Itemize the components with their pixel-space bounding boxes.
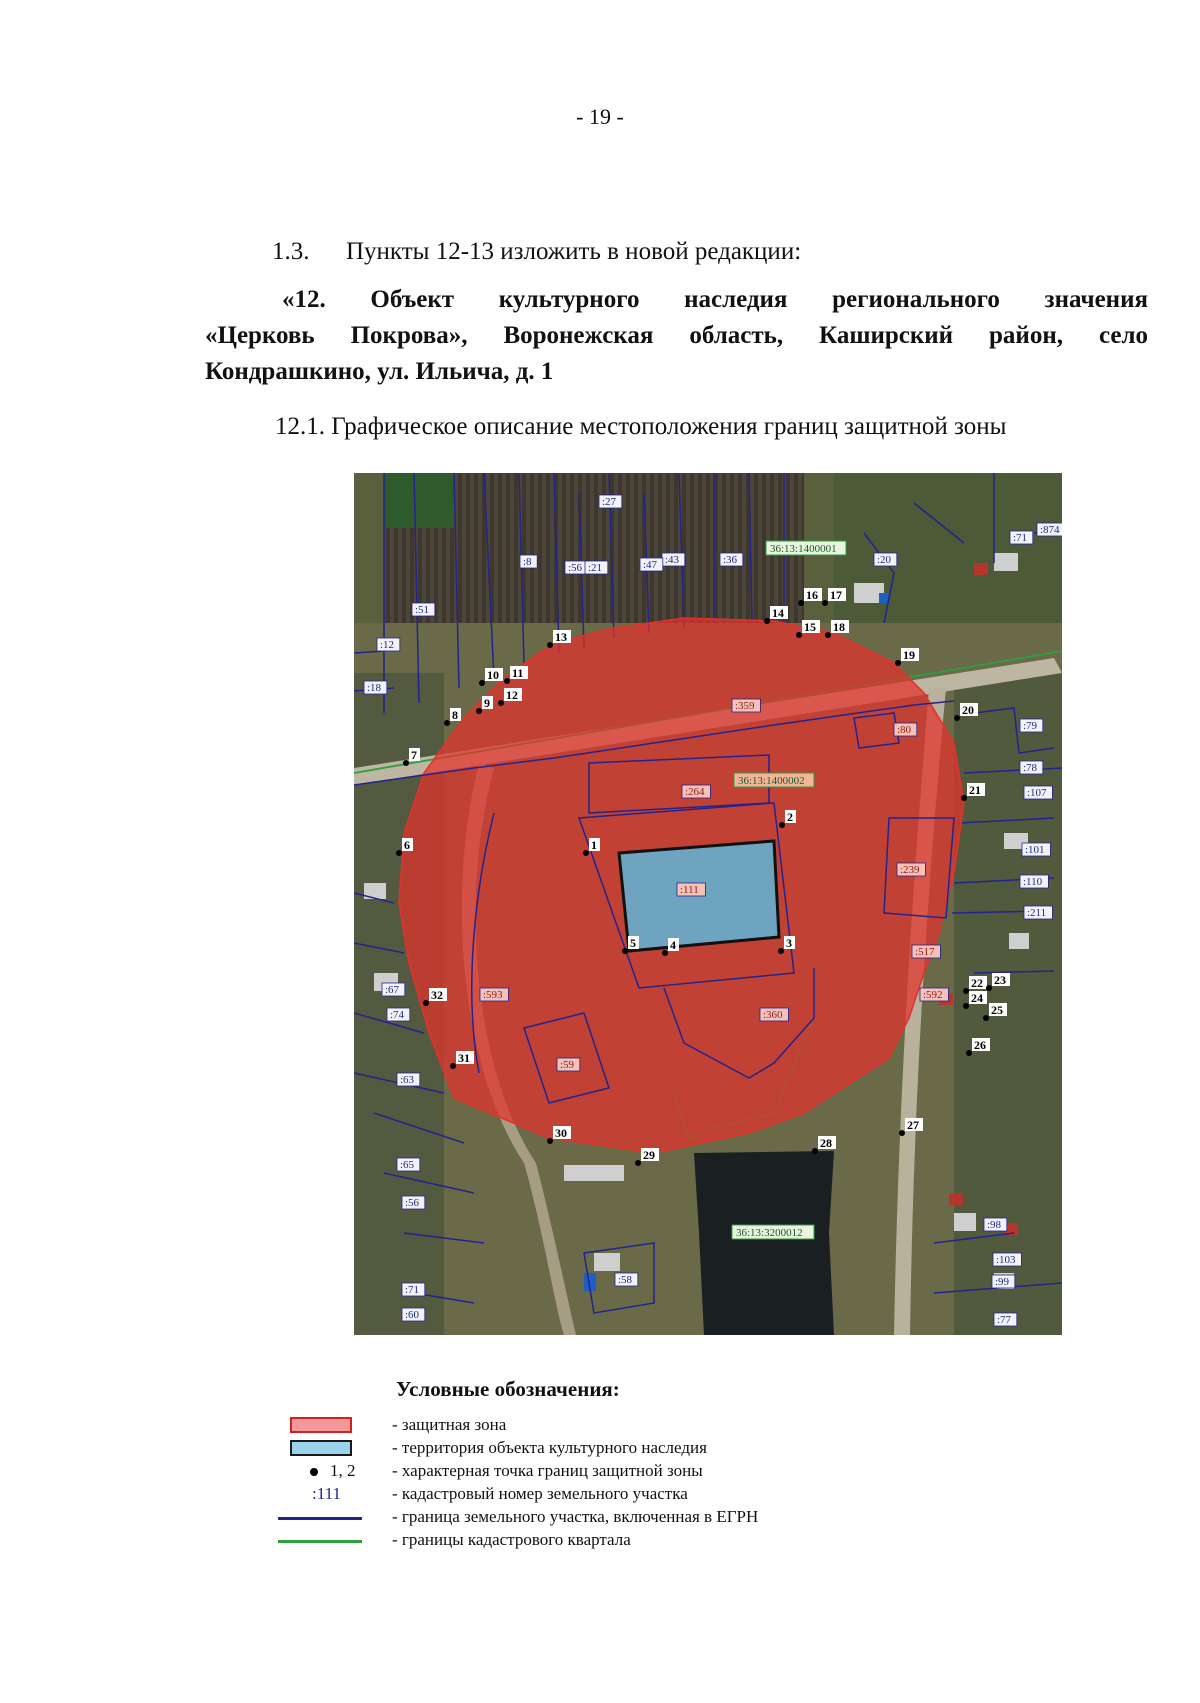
boundary-point-number: 18 <box>833 620 845 634</box>
boundary-point-number: 23 <box>994 973 1006 987</box>
parcel-label: :239 <box>900 864 920 876</box>
parcel-label: :99 <box>995 1276 1010 1288</box>
parcel-label: :211 <box>1027 907 1047 919</box>
boundary-point-number: 14 <box>772 606 784 620</box>
boundary-point-number: 3 <box>786 936 792 950</box>
parcel-label: :77 <box>997 1314 1012 1326</box>
boundary-point <box>547 1138 553 1144</box>
boundary-point-number: 8 <box>452 708 458 722</box>
boundary-point <box>778 948 784 954</box>
boundary-point <box>423 1000 429 1006</box>
boundary-point-number: 32 <box>431 988 443 1002</box>
cadastral-symbol-text: :111 <box>312 1484 341 1503</box>
boundary-point-number: 10 <box>487 668 499 682</box>
boundary-point-number: 24 <box>971 991 983 1005</box>
parcel-label: :264 <box>685 786 705 798</box>
legend-item-zone <box>270 1415 970 1437</box>
legend-text: - кадастровый номер земельного участка <box>392 1484 688 1503</box>
parcel-label: :65 <box>400 1159 415 1171</box>
legend-item-cadastral <box>270 1484 970 1506</box>
parcel-label: :8 <box>523 556 532 568</box>
parcel-label: :21 <box>588 562 603 574</box>
parcel-label: :56 <box>405 1197 420 1209</box>
boundary-point-number: 25 <box>991 1003 1003 1017</box>
point-symbol-text: 1, 2 <box>330 1461 356 1480</box>
parcel-label: :111 <box>680 884 699 896</box>
boundary-point <box>450 1063 456 1069</box>
boundary-point-number: 30 <box>555 1126 567 1140</box>
legend-item-parcel-line <box>270 1507 970 1529</box>
boundary-point-number: 27 <box>907 1118 919 1132</box>
parcel-label: :71 <box>405 1284 420 1296</box>
boundary-point <box>583 850 589 856</box>
green-patch <box>384 473 454 528</box>
parcel-label: :110 <box>1023 876 1043 888</box>
boundary-point <box>796 632 802 638</box>
boundary-point <box>504 678 510 684</box>
boundary-point <box>963 1003 969 1009</box>
parcel-label: :51 <box>415 604 430 616</box>
boundary-point-number: 2 <box>787 810 793 824</box>
parcel-label: :47 <box>643 559 658 571</box>
boundary-point <box>822 600 828 606</box>
parcel-label: :593 <box>483 989 503 1001</box>
quarter-label: 36:13:1400001 <box>770 543 837 555</box>
boundary-point-number: 19 <box>903 648 915 662</box>
boundary-point-number: 6 <box>404 838 410 852</box>
parcel-label: :360 <box>763 1009 783 1021</box>
parcel-label: :107 <box>1027 787 1047 799</box>
item-1-3-text: Пункты 12-13 изложить в новой редакции: <box>346 238 802 265</box>
page-number: - 19 - <box>576 104 624 129</box>
parcel-line-swatch <box>278 1517 362 1520</box>
parcel-label: :517 <box>915 946 935 958</box>
parcel-label: :78 <box>1023 762 1038 774</box>
parcel-label: :79 <box>1023 720 1038 732</box>
heading-line-2: «Церковь Покрова», Воронежская область, Каширский район, село <box>205 322 1148 349</box>
point-icon <box>310 1468 318 1476</box>
legend-text: - граница земельного участка, включенная в ЕГРН <box>392 1507 759 1526</box>
legend-item-quarter-line <box>270 1530 970 1552</box>
heading-line-1: «12. Объект культурного наследия регионального значения <box>282 286 1148 313</box>
legend-text: - защитная зона <box>392 1415 507 1434</box>
boundary-point-number: 1 <box>591 838 597 852</box>
boundary-point-number: 31 <box>458 1051 470 1065</box>
boundary-point <box>954 715 960 721</box>
boundary-point-number: 4 <box>670 938 676 952</box>
boundary-point <box>986 985 992 991</box>
pond <box>694 1151 834 1335</box>
boundary-point-number: 12 <box>506 688 518 702</box>
boundary-point <box>963 988 969 994</box>
boundary-point-number: 11 <box>512 666 524 680</box>
parcel-label: :27 <box>602 496 617 508</box>
parcel-label: :60 <box>405 1309 420 1321</box>
boundary-point <box>779 822 785 828</box>
boundary-point <box>764 618 770 624</box>
boundary-point-number: 9 <box>484 696 490 710</box>
boundary-point <box>476 708 482 714</box>
boundary-point <box>961 795 967 801</box>
boundary-point <box>444 720 450 726</box>
zone-swatch <box>290 1417 352 1433</box>
protective-zone-map <box>354 473 1062 1335</box>
item-1-3-number: 1.3. <box>272 238 310 265</box>
boundary-point-number: 15 <box>804 620 816 634</box>
parcel-label: :592 <box>923 989 943 1001</box>
parcel-label: :80 <box>897 724 912 736</box>
boundary-point-number: 20 <box>962 703 974 717</box>
parcel-label: :59 <box>560 1059 575 1071</box>
boundary-point-number: 28 <box>820 1136 832 1150</box>
graphic-description-heading: 12.1. Графическое описание местоположения границ защитной зоны <box>275 413 1007 440</box>
legend-item-point <box>270 1461 970 1483</box>
boundary-point <box>966 1050 972 1056</box>
parcel-label: :101 <box>1025 844 1045 856</box>
boundary-point <box>396 850 402 856</box>
boundary-point <box>812 1148 818 1154</box>
parcel-label: :74 <box>390 1009 405 1021</box>
boundary-point <box>983 1015 989 1021</box>
boundary-point-number: 5 <box>630 936 636 950</box>
boundary-point-number: 29 <box>643 1148 655 1162</box>
parcel-label: :58 <box>618 1274 633 1286</box>
parcel-label: :359 <box>735 700 755 712</box>
boundary-point-number: 26 <box>974 1038 986 1052</box>
boundary-point <box>895 660 901 666</box>
quarter-label: 36:13:3200012 <box>736 1227 803 1239</box>
boundary-point-number: 16 <box>806 588 818 602</box>
parcel-label: :98 <box>987 1219 1002 1231</box>
parcel-label: :103 <box>996 1254 1016 1266</box>
boundary-point <box>798 600 804 606</box>
parcel-label: :18 <box>367 682 382 694</box>
legend-title: Условные обозначения: <box>396 1377 620 1401</box>
legend-text: - границы кадастрового квартала <box>392 1530 631 1549</box>
boundary-point <box>622 948 628 954</box>
boundary-point-number: 13 <box>555 630 567 644</box>
site-swatch <box>290 1440 352 1456</box>
quarter-line-swatch <box>278 1540 362 1543</box>
parcel-label: :67 <box>385 984 400 996</box>
boundary-point <box>403 760 409 766</box>
boundary-point <box>662 950 668 956</box>
legend-text: - характерная точка границ защитной зоны <box>392 1461 703 1480</box>
parcel-label: :874 <box>1040 524 1060 536</box>
parcel-label: :63 <box>400 1074 415 1086</box>
quarter-label: 36:13:1400002 <box>738 775 805 787</box>
item-1-3 <box>272 238 801 266</box>
heading-line-3: Кондрашкино, ул. Ильича, д. 1 <box>205 358 554 385</box>
parcel-label: :12 <box>380 639 395 651</box>
legend-item-site <box>270 1438 970 1460</box>
boundary-point-number: 21 <box>969 783 981 797</box>
boundary-point <box>547 642 553 648</box>
parcel-label: :71 <box>1013 532 1028 544</box>
boundary-point-number: 7 <box>411 748 417 762</box>
parcel-label: :20 <box>877 554 892 566</box>
boundary-point <box>825 632 831 638</box>
boundary-point <box>635 1160 641 1166</box>
object-heading <box>205 282 1148 390</box>
boundary-point <box>498 700 504 706</box>
parcel-label: :36 <box>723 554 738 566</box>
boundary-point <box>479 680 485 686</box>
boundary-point <box>899 1130 905 1136</box>
legend-text: - территория объекта культурного наследия <box>392 1438 707 1457</box>
boundary-point-number: 22 <box>971 976 983 990</box>
parcel-label: :56 <box>568 562 583 574</box>
boundary-point-number: 17 <box>830 588 842 602</box>
parcel-label: :43 <box>665 554 680 566</box>
